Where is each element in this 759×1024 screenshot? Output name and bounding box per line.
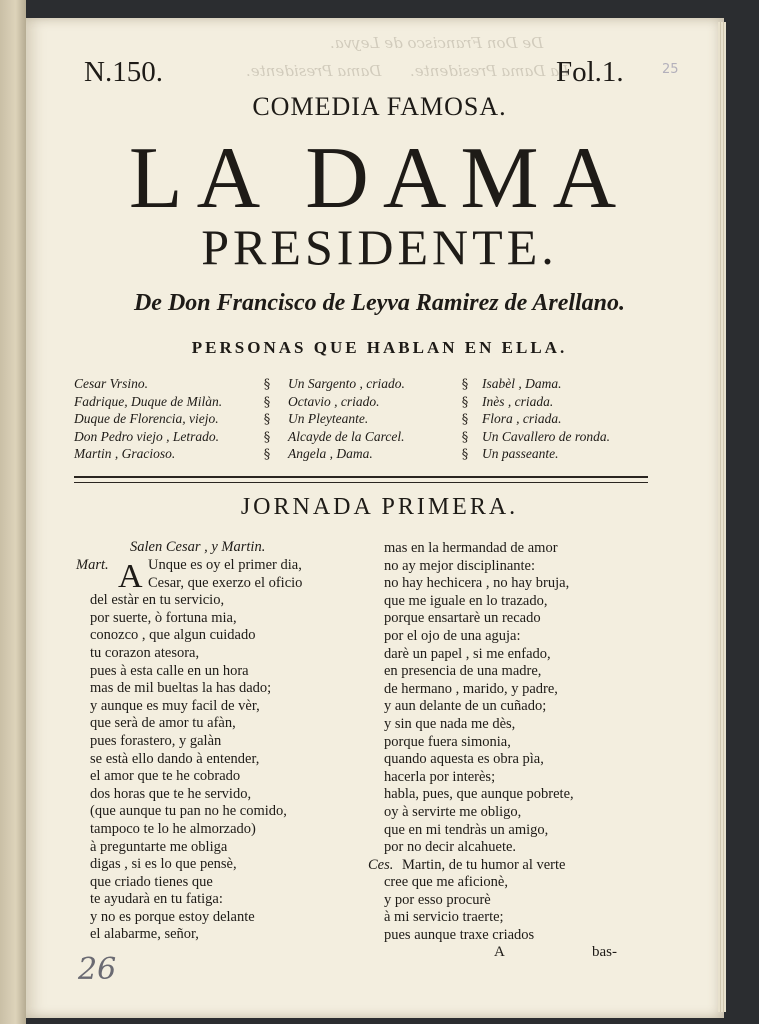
verse-line: y sin que nada me dès,	[384, 715, 516, 732]
cast-member: Un Sargento , criado.	[288, 376, 405, 391]
cast-member: Inès , criada.	[482, 393, 554, 409]
verse-line: à mi servicio traerte;	[384, 909, 504, 926]
verse-line: digas , si es lo que pensè,	[90, 856, 237, 873]
catchword: bas-	[592, 944, 617, 960]
verse-line: (que aunque tu pan no he comido,	[90, 803, 287, 820]
cast-member: Un Cavallero de ronda.	[482, 428, 610, 444]
cast-member: Duque de Florencia, viejo.	[74, 411, 219, 426]
verse-column-right	[384, 540, 574, 945]
verse-line: oy à servirte me obligo,	[384, 803, 522, 820]
verse-line: y aun delante de un cuñado;	[384, 698, 547, 715]
verse-line: pues à esta calle en un hora	[90, 662, 249, 679]
verse-line: y aunque es muy facil de vèr,	[90, 697, 260, 714]
verse-line: por el ojo de una aguja:	[384, 627, 521, 644]
signature-mark: A	[494, 944, 505, 960]
verse-line: el amor que te he cobrado	[90, 768, 241, 785]
verse-line: cree que me aficionè,	[384, 874, 508, 891]
ornament-divider: § § § § §	[461, 377, 469, 462]
main-title: LA DAMA	[128, 130, 631, 227]
cast-column-3	[482, 375, 610, 463]
verse-line: hacerla por interès;	[384, 768, 496, 785]
verse-line: dos horas que te he servido,	[90, 785, 252, 802]
main-title-second-line: PRESIDENTE.	[201, 219, 558, 275]
verse-line: del estàr en tu servicio,	[90, 592, 225, 609]
verse-line: por no decir alcahuete.	[384, 839, 517, 856]
verse-line: en presencia de una madre,	[384, 663, 542, 680]
verse-line: quando aquesta es obra pìa,	[384, 751, 544, 768]
verse-line: por suerte, ò fortuna mia,	[90, 609, 237, 626]
cast-member: Un passeante.	[482, 446, 559, 461]
verse-line: porque fuera simonia,	[384, 733, 511, 750]
cast-heading: PERSONAS QUE HABLAN EN ELLA.	[191, 338, 568, 357]
verse-line: Martin, de tu humor al verte	[402, 856, 566, 873]
cast-member: Flora , criada.	[482, 411, 562, 426]
speaker-label: Mart.	[76, 557, 109, 573]
ornament-divider: § § § § §	[263, 377, 271, 462]
cast-member: Alcayde de la Carcel.	[288, 428, 405, 444]
verse-line: darè un papel , si me enfado,	[384, 645, 551, 662]
verse-line: pues forastero, y galàn	[90, 732, 222, 749]
handwritten-number: 26	[78, 952, 117, 987]
act-heading: JORNADA PRIMERA.	[240, 494, 519, 520]
speaker-label: Ces.	[368, 857, 394, 873]
verse-line: mas de mil bueltas la has dado;	[90, 680, 272, 697]
verse-line: que criado tienes que	[90, 873, 213, 890]
comedia-number: N.150.	[84, 56, 163, 88]
verse-line: se està ello dando à entender,	[90, 750, 260, 767]
drop-capital: A	[118, 558, 143, 595]
verse-line: habla, pues, que aunque pobrete,	[384, 786, 574, 803]
verse-line: no ay mejor disciplinante:	[384, 557, 536, 574]
verse-line: que me iguale en lo trazado,	[384, 592, 548, 609]
verse-line: y por esso procurè	[384, 891, 491, 908]
verse-line: que serà de amor tu afàn,	[90, 715, 236, 732]
cast-member: Cesar Vrsino.	[74, 376, 149, 391]
verse-line: tampoco te lo he almorzado)	[90, 820, 256, 837]
verse-line: porque ensartarè un recado	[384, 610, 541, 627]
cast-column-1	[74, 375, 222, 463]
pencil-note: 25	[662, 62, 679, 77]
verse-column-left	[90, 557, 302, 944]
verse-line: el alabarme, señor,	[90, 926, 199, 943]
cast-member: Angela , Dama.	[288, 446, 373, 461]
cast-member: Don Pedro viejo , Letrado.	[74, 428, 219, 444]
series-title: COMEDIA FAMOSA.	[252, 92, 507, 121]
verse-line: no hay hechicera , no hay bruja,	[384, 575, 570, 592]
verse-line: que en mi tendràs un amigo,	[384, 821, 549, 838]
cast-member: Isabèl , Dama.	[482, 376, 562, 391]
cast-member: Martin , Gracioso.	[74, 446, 176, 461]
verse-line: mas en la hermandad de amor	[384, 540, 558, 556]
show-through-text: Dama Presidente.	[246, 62, 382, 80]
verse-line: tu corazon atesora,	[90, 644, 200, 661]
verse-line: de hermano , marido, y padre,	[384, 680, 558, 697]
cast-column-2	[288, 375, 405, 463]
folio-number: Fol.1.	[556, 56, 624, 88]
author-line: De Don Francisco de Leyva Ramirez de Arellano.	[133, 290, 626, 316]
cast-member: Fadrique, Duque de Milàn.	[74, 393, 223, 409]
cast-member: Octavio , criado.	[288, 393, 380, 409]
show-through-text: La Dama Presidente.	[410, 62, 570, 80]
verse-line: Cesar, que exerzo el oficio	[148, 574, 303, 591]
stage-direction: Salen Cesar , y Martin.	[130, 539, 266, 555]
verse-line: conozco , que algun cuidado	[90, 627, 256, 644]
verse-line: pues aunque traxe criados	[384, 927, 535, 944]
verse-line: à preguntarte me obliga	[90, 838, 228, 855]
verse-line: Unque es oy el primer dia,	[148, 557, 302, 573]
show-through-text: De Don Francisco de Leyva.	[330, 34, 544, 52]
verse-line: te ayudarà en tu fatiga:	[90, 891, 223, 908]
cast-member: Un Pleyteante.	[288, 411, 369, 426]
ornamental-rule	[74, 476, 648, 483]
verse-line: y no es porque estoy delante	[90, 908, 255, 925]
